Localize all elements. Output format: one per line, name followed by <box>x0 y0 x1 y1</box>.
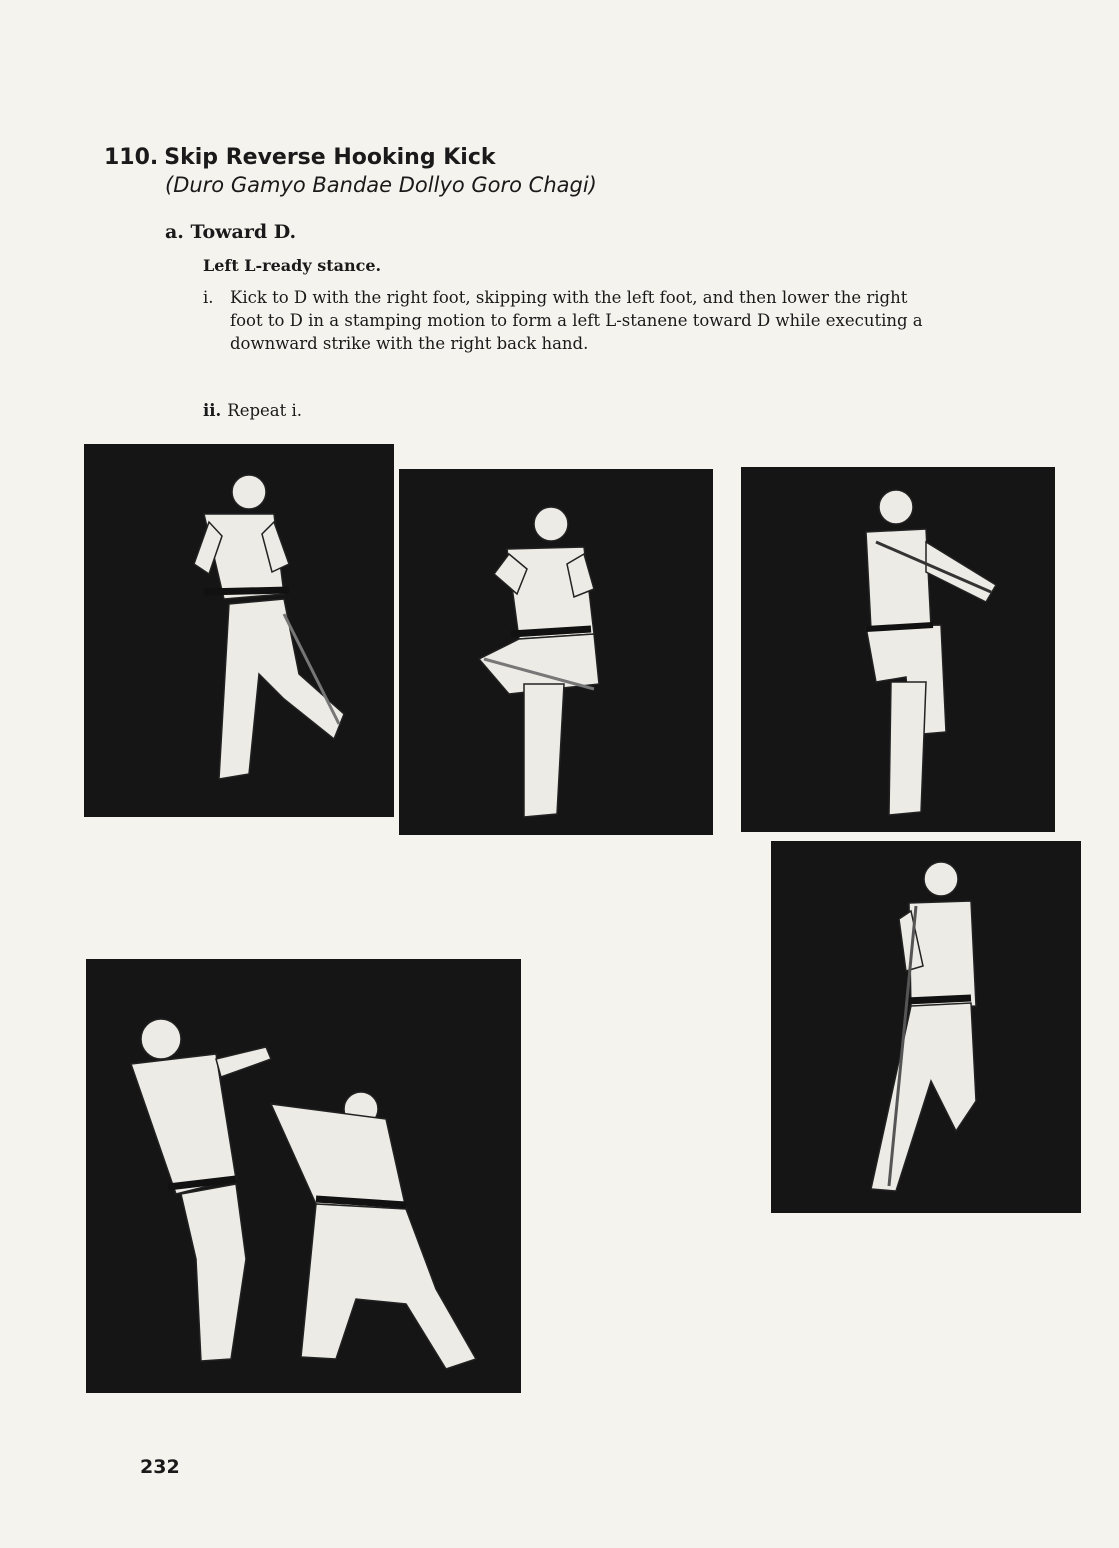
page-number: 232 <box>140 1456 180 1478</box>
section-heading <box>104 144 496 172</box>
photo-kick-step-1 <box>84 444 394 817</box>
heading-number: 110. <box>104 145 159 170</box>
photo-kick-step-2 <box>399 469 713 835</box>
heading-subtitle: (Duro Gamyo Bandae Dollyo Goro Chagi) <box>165 173 597 197</box>
section-label: a. Toward D. <box>165 221 297 243</box>
step-item <box>203 286 933 355</box>
step-marker: i. <box>203 288 214 307</box>
step-text: Repeat i. <box>227 401 303 420</box>
heading-title: Skip Reverse Hooking Kick <box>164 145 496 170</box>
step-marker: ii. <box>203 401 222 420</box>
stance-label: Left L-ready stance. <box>203 256 382 275</box>
photo-application <box>86 959 521 1393</box>
step-text: Kick to D with the right foot, skipping with the left foot, and then lower the right foot to D in a stamping motion to form a left L-stanene toward D while executing a downward strike with the right back hand. <box>230 288 923 353</box>
step-item <box>203 399 302 422</box>
photo-kick-step-3 <box>741 467 1055 832</box>
photo-kick-step-4 <box>771 841 1081 1213</box>
